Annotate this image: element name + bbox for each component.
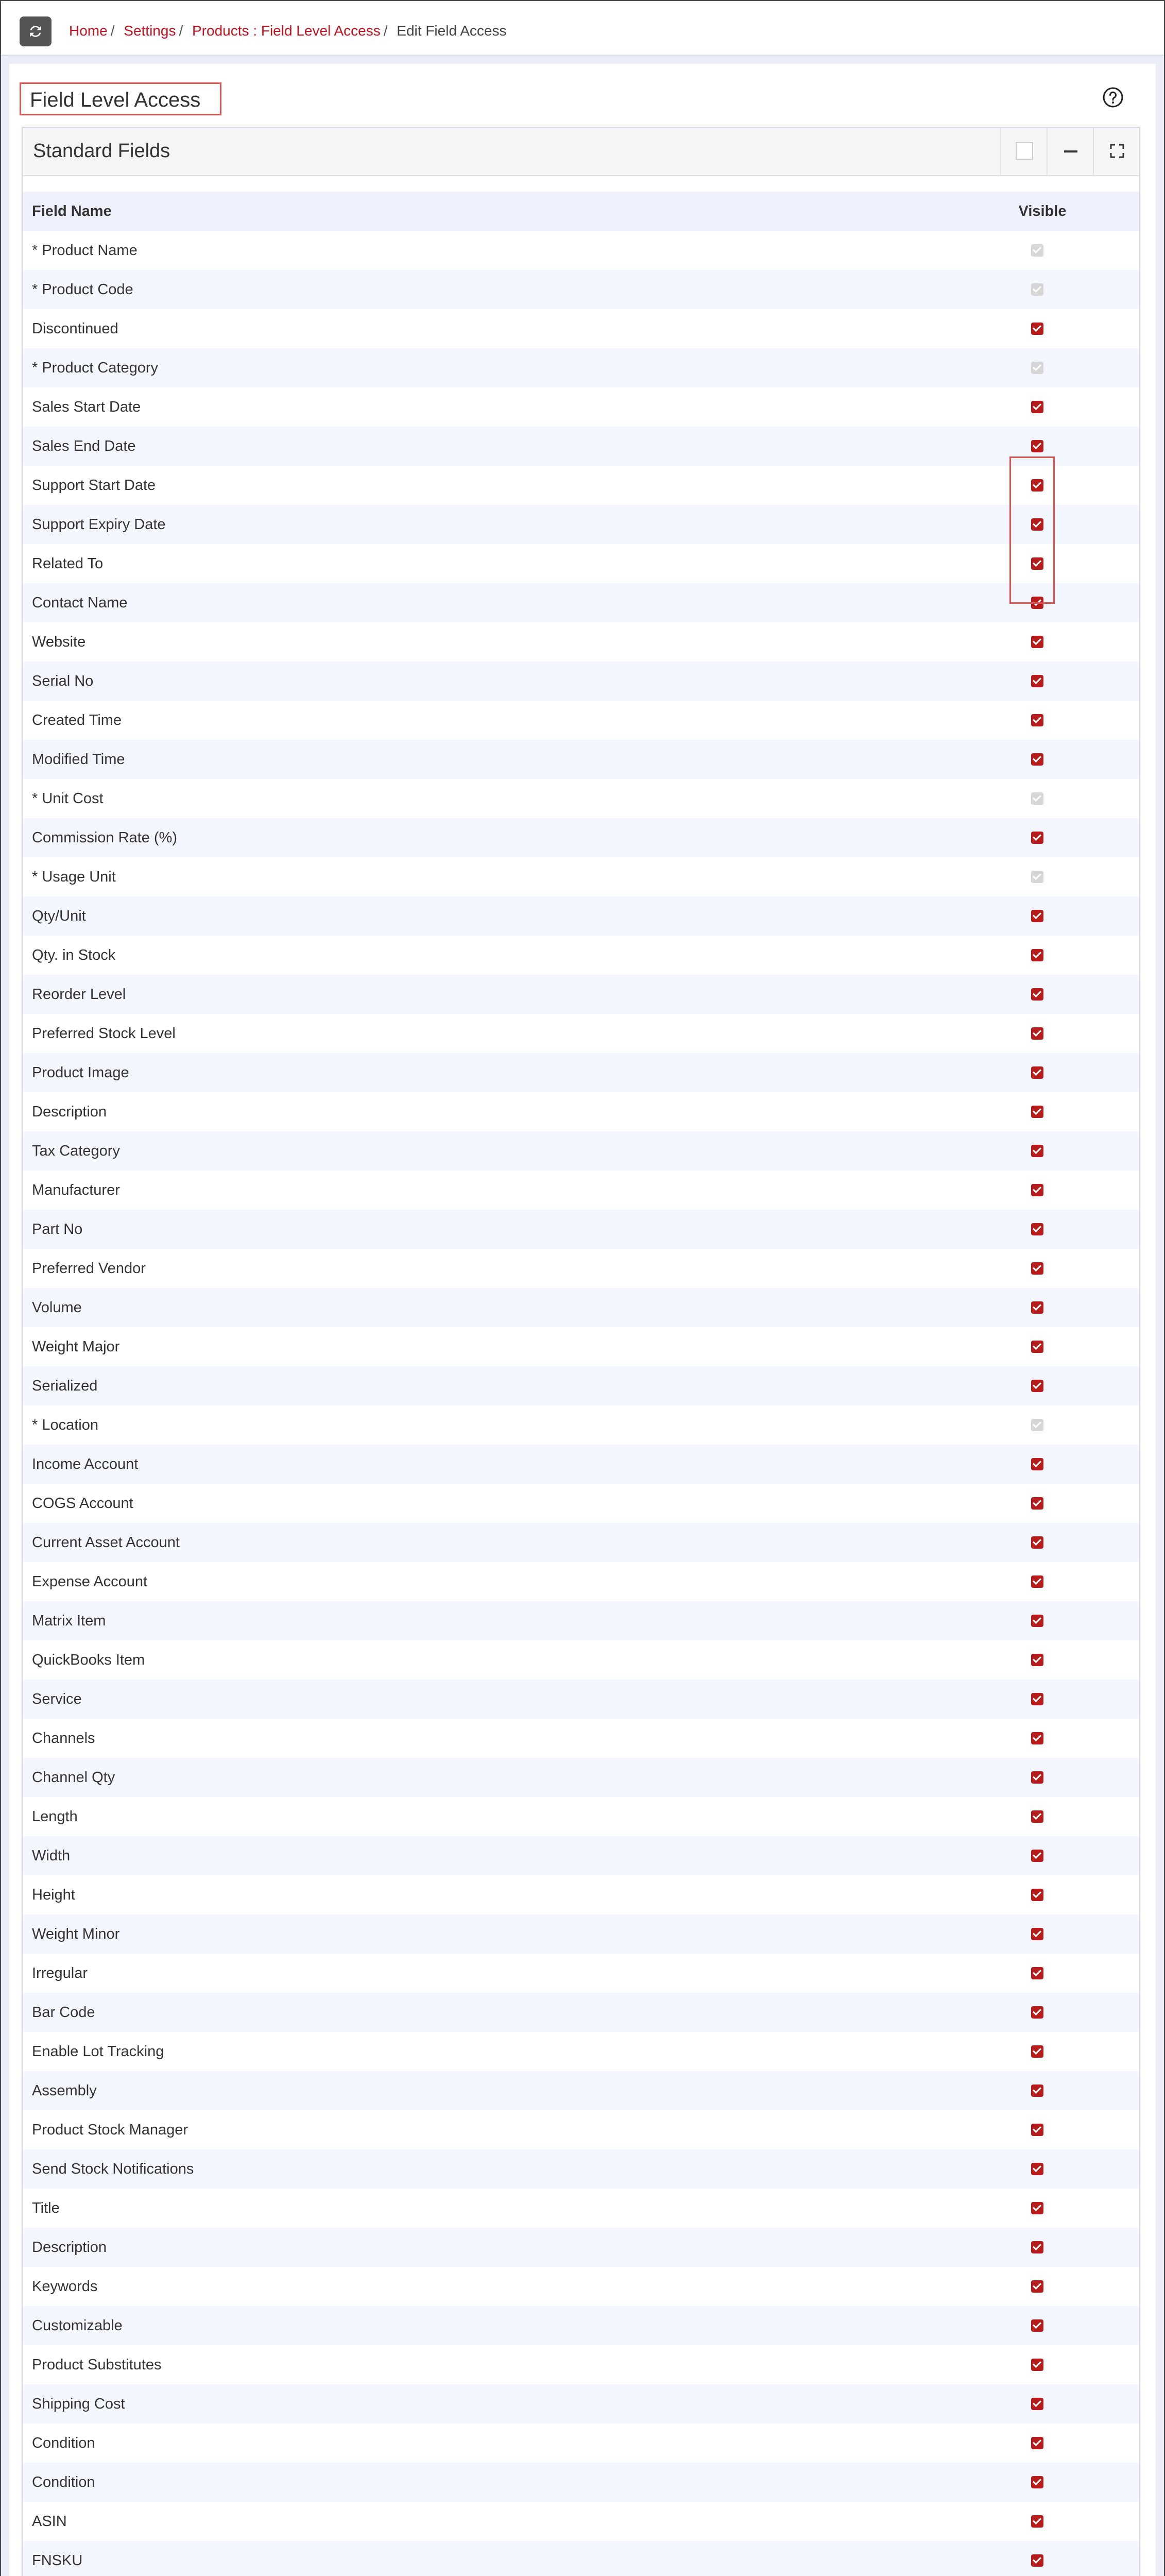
breadcrumb-home[interactable]: Home xyxy=(69,23,108,39)
field-name-label: Weight Major xyxy=(32,1338,120,1355)
field-name-label: Income Account xyxy=(32,1456,139,1472)
minimize-icon xyxy=(1064,150,1077,152)
table-row xyxy=(23,2502,1139,2541)
table-row xyxy=(23,1993,1139,2032)
visible-checkbox[interactable] xyxy=(1031,2554,1043,2567)
visible-checkbox[interactable] xyxy=(1031,1693,1043,1705)
table-row xyxy=(23,701,1139,740)
visible-checkbox[interactable] xyxy=(1031,2084,1043,2097)
table-row xyxy=(23,1680,1139,1719)
visible-checkbox[interactable] xyxy=(1031,714,1043,726)
field-name-label: Description xyxy=(32,2239,107,2256)
panel-select-button[interactable] xyxy=(1000,128,1047,175)
visible-checkbox[interactable] xyxy=(1031,1301,1043,1314)
visible-checkbox xyxy=(1031,362,1043,374)
visible-checkbox[interactable] xyxy=(1031,2202,1043,2214)
main-content xyxy=(9,64,1156,2576)
table-row xyxy=(23,2384,1139,2424)
field-name-label: Channel Qty xyxy=(32,1769,115,1786)
visible-checkbox[interactable] xyxy=(1031,1184,1043,1196)
panel-header xyxy=(23,128,1139,176)
field-name-label: Description xyxy=(32,1104,107,1120)
visible-checkbox[interactable] xyxy=(1031,753,1043,766)
breadcrumb-products-fla[interactable]: Products : Field Level Access xyxy=(192,23,381,39)
field-name-label: Customizable xyxy=(32,2317,123,2334)
breadcrumb-current: Edit Field Access xyxy=(397,23,507,39)
table-row xyxy=(23,818,1139,857)
table-row xyxy=(23,309,1139,348)
table-row xyxy=(23,1249,1139,1288)
table-row xyxy=(23,505,1139,544)
breadcrumb-separator: / xyxy=(179,23,183,39)
table-row xyxy=(23,1131,1139,1171)
table-row xyxy=(23,2424,1139,2463)
top-bar xyxy=(1,1,1164,56)
visible-checkbox[interactable] xyxy=(1031,988,1043,1001)
visible-checkbox[interactable] xyxy=(1031,2006,1043,2019)
column-header-visible: Visible xyxy=(1018,203,1067,219)
table-row xyxy=(23,2071,1139,2110)
field-name-label: Qty. in Stock xyxy=(32,947,116,963)
refresh-button[interactable] xyxy=(20,16,52,46)
breadcrumb xyxy=(69,23,507,39)
visible-checkbox[interactable] xyxy=(1031,1967,1043,1979)
visible-checkbox[interactable] xyxy=(1031,1341,1043,1353)
table-row xyxy=(23,2541,1139,2576)
field-name-label: Manufacturer xyxy=(32,1182,120,1198)
table-row xyxy=(23,1288,1139,1327)
field-name-label: FNSKU xyxy=(32,2552,83,2569)
field-name-label: Preferred Stock Level xyxy=(32,1025,176,1042)
table-row xyxy=(23,1601,1139,1640)
field-name-label: Product Substitutes xyxy=(32,2357,162,2373)
field-name-label: Matrix Item xyxy=(32,1613,106,1629)
field-name-label: Title xyxy=(32,2200,60,2216)
visible-checkbox[interactable] xyxy=(1031,1027,1043,1040)
field-name-label: Support Start Date xyxy=(32,477,156,494)
visible-checkbox[interactable] xyxy=(1031,949,1043,961)
visible-checkbox[interactable] xyxy=(1031,557,1043,570)
visible-checkbox[interactable] xyxy=(1031,1850,1043,1862)
visible-checkbox[interactable] xyxy=(1031,2398,1043,2410)
table-row xyxy=(23,1366,1139,1405)
refresh-icon xyxy=(27,23,44,40)
visible-checkbox xyxy=(1031,1419,1043,1431)
visible-checkbox[interactable] xyxy=(1031,323,1043,335)
field-name-label: Channels xyxy=(32,1730,95,1747)
field-name-label: Bar Code xyxy=(32,2004,95,2021)
breadcrumb-separator: / xyxy=(383,23,388,39)
visible-checkbox[interactable] xyxy=(1031,2359,1043,2371)
table-row xyxy=(23,1836,1139,1875)
visible-checkbox[interactable] xyxy=(1031,1223,1043,1235)
visible-checkbox[interactable] xyxy=(1031,518,1043,531)
table-row xyxy=(23,1327,1139,1366)
visible-checkbox xyxy=(1031,792,1043,805)
panel-title: Standard Fields xyxy=(33,140,170,162)
field-name-label: * Product Name xyxy=(32,242,138,259)
field-name-label: Sales End Date xyxy=(32,438,136,454)
visible-checkbox[interactable] xyxy=(1031,675,1043,687)
table-row xyxy=(23,2267,1139,2306)
table-row xyxy=(23,1171,1139,1210)
field-name-label: Condition xyxy=(32,2474,95,2490)
table-row xyxy=(23,1523,1139,1562)
table-row xyxy=(23,896,1139,936)
visible-checkbox[interactable] xyxy=(1031,1928,1043,1940)
table-row xyxy=(23,2149,1139,2189)
field-name-label: * Product Category xyxy=(32,360,159,376)
table-row xyxy=(23,270,1139,309)
visible-checkbox[interactable] xyxy=(1031,597,1043,609)
visible-checkbox[interactable] xyxy=(1031,2319,1043,2332)
field-name-label: Width xyxy=(32,1848,71,1864)
standard-fields-panel xyxy=(22,127,1140,2576)
table-row xyxy=(23,2463,1139,2502)
table-row xyxy=(23,1445,1139,1484)
field-name-label: Modified Time xyxy=(32,751,125,768)
table-row xyxy=(23,231,1139,270)
field-name-label: Keywords xyxy=(32,2278,98,2295)
visible-checkbox[interactable] xyxy=(1031,1654,1043,1666)
table-row xyxy=(23,1954,1139,1993)
table-row xyxy=(23,740,1139,779)
visible-checkbox[interactable] xyxy=(1031,2124,1043,2136)
field-name-label: * Product Code xyxy=(32,281,133,298)
visible-checkbox[interactable] xyxy=(1031,1889,1043,1901)
field-name-label: Current Asset Account xyxy=(32,1534,180,1551)
table-row xyxy=(23,1797,1139,1836)
visible-checkbox[interactable] xyxy=(1031,636,1043,648)
field-name-label: QuickBooks Item xyxy=(32,1652,145,1668)
table-row xyxy=(23,1719,1139,1758)
field-name-label: Qty/Unit xyxy=(32,908,86,924)
breadcrumb-separator: / xyxy=(110,23,115,39)
table-row xyxy=(23,1914,1139,1954)
field-name-label: Length xyxy=(32,1808,78,1825)
fullscreen-icon xyxy=(1110,144,1124,158)
visible-checkbox[interactable] xyxy=(1031,2476,1043,2488)
table-row xyxy=(23,622,1139,662)
field-name-label: Created Time xyxy=(32,712,122,728)
field-name-label: Contact Name xyxy=(32,595,128,611)
table-row xyxy=(23,779,1139,818)
field-name-label: Service xyxy=(32,1691,82,1707)
select-square-icon xyxy=(1016,142,1033,160)
field-name-label: Tax Category xyxy=(32,1143,120,1159)
table-row xyxy=(23,857,1139,896)
table-row xyxy=(23,2032,1139,2071)
fields-table-body xyxy=(23,231,1139,2576)
field-name-label: Irregular xyxy=(32,1965,88,1981)
field-name-label: Shipping Cost xyxy=(32,2396,125,2412)
visible-checkbox[interactable] xyxy=(1031,440,1043,452)
field-name-label: * Usage Unit xyxy=(32,869,116,885)
visible-checkbox[interactable] xyxy=(1031,1732,1043,1744)
table-row xyxy=(23,1484,1139,1523)
visible-checkbox[interactable] xyxy=(1031,1615,1043,1627)
field-name-label: Reorder Level xyxy=(32,986,126,1003)
table-row xyxy=(23,1092,1139,1131)
field-name-label: Website xyxy=(32,634,86,650)
visible-checkbox[interactable] xyxy=(1031,2045,1043,2058)
visible-checkbox[interactable] xyxy=(1031,401,1043,413)
table-row xyxy=(23,2110,1139,2149)
field-name-label: Commission Rate (%) xyxy=(32,829,177,846)
visible-checkbox[interactable] xyxy=(1031,2241,1043,2253)
column-header-field-name: Field Name xyxy=(32,203,112,219)
page-title: Field Level Access xyxy=(30,89,201,111)
table-row xyxy=(23,2306,1139,2345)
panel-fullscreen-button[interactable] xyxy=(1093,128,1139,175)
table-row xyxy=(23,1640,1139,1680)
field-name-label: Serialized xyxy=(32,1378,98,1394)
visible-checkbox[interactable] xyxy=(1031,1458,1043,1470)
field-name-label: Height xyxy=(32,1887,75,1903)
visible-checkbox[interactable] xyxy=(1031,910,1043,922)
table-row xyxy=(23,1405,1139,1445)
visible-checkbox[interactable] xyxy=(1031,1771,1043,1784)
visible-checkbox[interactable] xyxy=(1031,1536,1043,1549)
field-name-label: Support Expiry Date xyxy=(32,516,166,533)
table-row xyxy=(23,2189,1139,2228)
table-row xyxy=(23,662,1139,701)
table-row xyxy=(23,427,1139,466)
table-row xyxy=(23,1053,1139,1092)
visible-checkbox[interactable] xyxy=(1031,2163,1043,2175)
visible-checkbox[interactable] xyxy=(1031,1262,1043,1275)
panel-minimize-button[interactable] xyxy=(1047,128,1093,175)
table-row xyxy=(23,2345,1139,2384)
table-row xyxy=(23,387,1139,427)
field-name-label: Serial No xyxy=(32,673,94,689)
table-row xyxy=(23,544,1139,583)
visible-checkbox xyxy=(1031,283,1043,296)
visible-checkbox[interactable] xyxy=(1031,1106,1043,1118)
table-row xyxy=(23,2228,1139,2267)
field-name-label: Assembly xyxy=(32,2082,97,2099)
table-row xyxy=(23,348,1139,387)
field-name-label: Preferred Vendor xyxy=(32,1260,146,1277)
field-name-label: * Unit Cost xyxy=(32,790,104,807)
field-name-label: Part No xyxy=(32,1221,83,1238)
field-name-label: Related To xyxy=(32,555,104,572)
table-row xyxy=(23,975,1139,1014)
table-row xyxy=(23,1014,1139,1053)
field-name-label: * Location xyxy=(32,1417,98,1433)
field-name-label: Sales Start Date xyxy=(32,399,141,415)
visible-checkbox[interactable] xyxy=(1031,2437,1043,2449)
field-name-label: ASIN xyxy=(32,2513,67,2530)
field-name-label: Send Stock Notifications xyxy=(32,2161,194,2177)
table-row xyxy=(23,1758,1139,1797)
visible-checkbox xyxy=(1031,871,1043,883)
visible-checkbox[interactable] xyxy=(1031,1145,1043,1157)
field-name-label: Weight Minor xyxy=(32,1926,120,1942)
visible-checkbox[interactable] xyxy=(1031,1810,1043,1823)
visible-checkbox[interactable] xyxy=(1031,1575,1043,1588)
field-name-label: Enable Lot Tracking xyxy=(32,2043,164,2060)
help-icon[interactable] xyxy=(1102,87,1124,108)
visible-checkbox[interactable] xyxy=(1031,1066,1043,1079)
visible-checkbox[interactable] xyxy=(1031,479,1043,492)
field-name-label: Discontinued xyxy=(32,320,118,337)
visible-checkbox[interactable] xyxy=(1031,2515,1043,2528)
field-name-label: Product Stock Manager xyxy=(32,2122,189,2138)
field-name-label: Product Image xyxy=(32,1064,129,1081)
table-row xyxy=(23,1562,1139,1601)
visible-checkbox[interactable] xyxy=(1031,2280,1043,2293)
visible-checkbox xyxy=(1031,244,1043,257)
table-row xyxy=(23,583,1139,622)
breadcrumb-settings[interactable]: Settings xyxy=(124,23,176,39)
visible-checkbox[interactable] xyxy=(1031,1380,1043,1392)
table-row xyxy=(23,936,1139,975)
visible-checkbox[interactable] xyxy=(1031,832,1043,844)
field-name-label: COGS Account xyxy=(32,1495,133,1512)
table-header xyxy=(23,192,1139,231)
table-row xyxy=(23,466,1139,505)
field-name-label: Volume xyxy=(32,1299,82,1316)
visible-checkbox[interactable] xyxy=(1031,1497,1043,1510)
table-row xyxy=(23,1875,1139,1914)
table-row xyxy=(23,1210,1139,1249)
field-name-label: Condition xyxy=(32,2435,95,2451)
field-name-label: Expense Account xyxy=(32,1573,148,1590)
